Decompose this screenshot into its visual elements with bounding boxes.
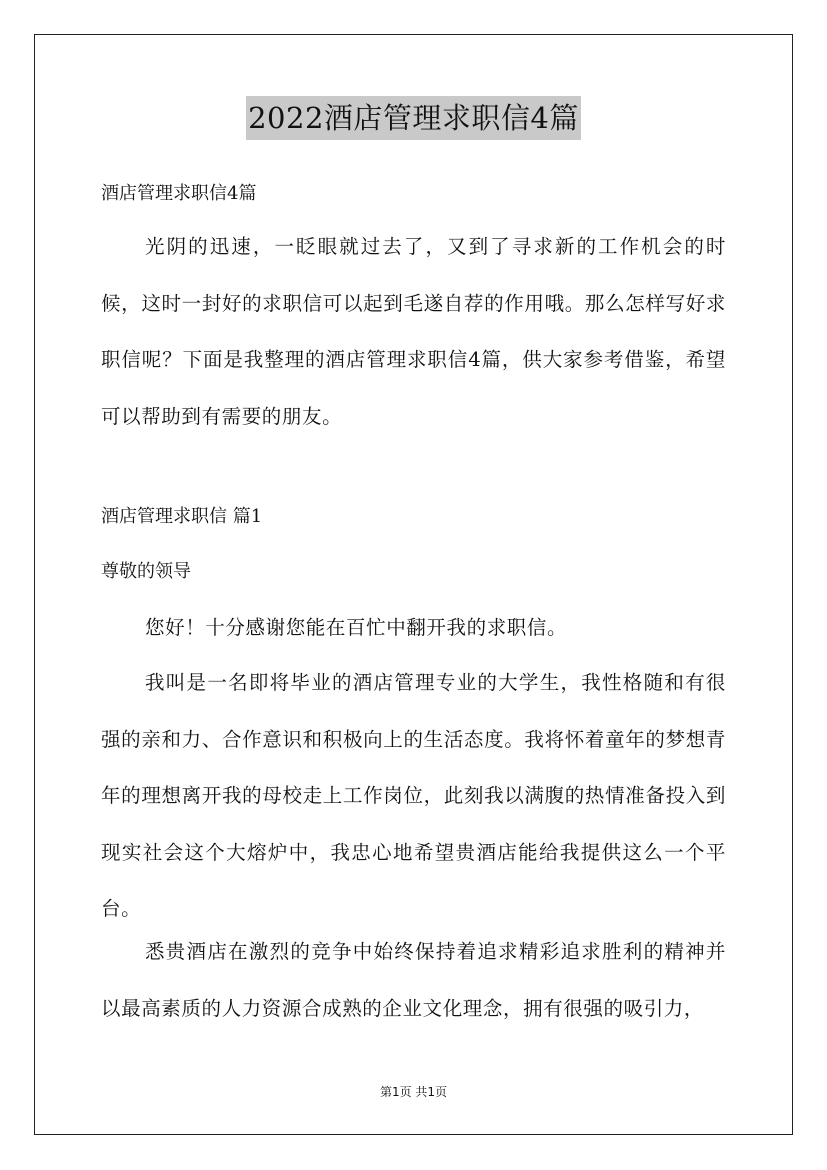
- document-subtitle: 酒店管理求职信4篇: [101, 183, 257, 204]
- letter-paragraph-self-intro: 我叫是一名即将毕业的酒店管理专业的大学生，我性格随和有很强的亲和力、合作意识和积极向上的生活态度。我将怀着童年的梦想青年的理想离开我的母校走上工作岗位，此刻我以满腹的热情准备投入到现实社会这个大熔炉中，我忠心地希望贵酒店能给我提供这么一个平台。: [101, 671, 726, 920]
- page-footer: 第1页 共1页: [379, 1085, 448, 1099]
- letter-paragraph-company: 悉贵酒店在激烈的竞争中始终保持着追求精彩追求胜利的精神并以最高素质的人力资源合成熟的企业文化理念，拥有很强的吸引力，: [101, 940, 726, 1020]
- intro-paragraph: 光阴的迅速，一眨眼就过去了，又到了寻求新的工作机会的时候，这时一封好的求职信可以起到毛遂自荐的作用哦。那么怎样写好求职信呢？下面是我整理的酒店管理求职信4篇，供大家参考借鉴，希望可以帮助到有需要的朋友。: [101, 235, 726, 428]
- letter-salutation: 尊敬的领导: [101, 561, 191, 582]
- document-title: 2022酒店管理求职信4篇: [246, 96, 581, 140]
- title-wrap: [0, 96, 827, 140]
- letter-paragraph-greeting: 您好！十分感谢您能在百忙中翻开我的求职信。: [145, 616, 568, 639]
- letter-heading: 酒店管理求职信 篇1: [101, 506, 263, 527]
